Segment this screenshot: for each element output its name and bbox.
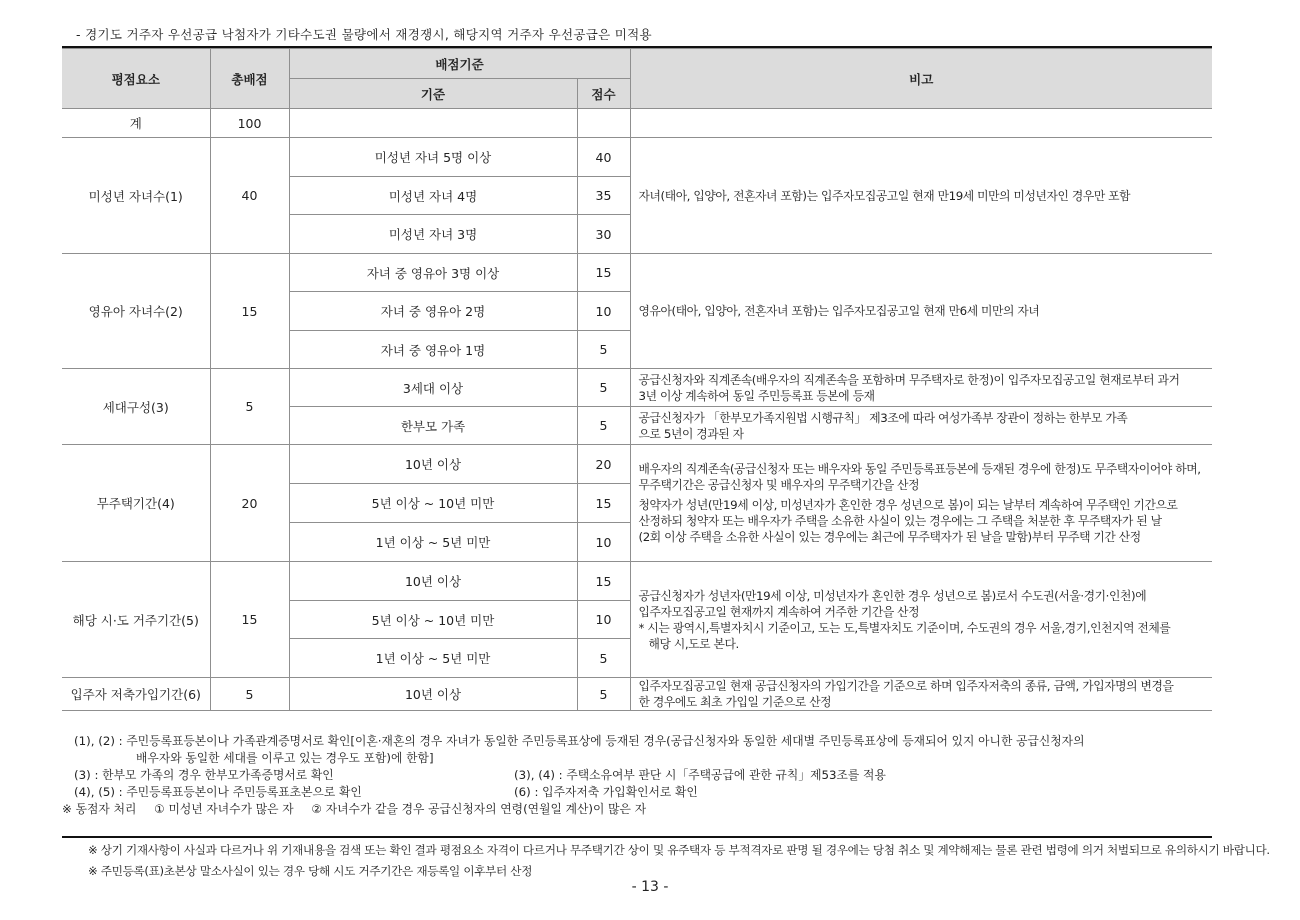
factor-cell: 입주자 저축가입기간(6) [62, 678, 210, 711]
score-cell: 30 [577, 215, 630, 254]
footnote-line: (6) : 입주자저축 가입확인서로 확인 [514, 785, 698, 799]
total-cell: 20 [210, 445, 289, 562]
remark-line: 한 경우에도 최초 가입일 기준으로 산정 [638, 695, 832, 709]
tie-break-item: ② 자녀수가 같을 경우 공급신청자의 연령(연월일 계산)이 많은 자 [311, 802, 647, 816]
footnote-line: 배우자와 동일한 세대를 이루고 있는 경우도 포함)에 한함] [136, 751, 434, 765]
intro-text: - 경기도 거주자 우선공급 낙첨자가 기타수도권 물량에서 재경쟁시, 해당지역 거주자 우선공급은 미적용 [76, 27, 652, 42]
remark-line: 공급신청자가 성년자(만19세 이상, 미성년자가 혼인한 경우 성년으로 봄)로서 수도권(서울·경기·인천)에 [638, 588, 1147, 603]
total-cell: 5 [210, 678, 289, 711]
footnote-row [62, 767, 1222, 784]
header-score: 점수 [577, 79, 630, 109]
remark-line: 무주택기간은 공급신청자 및 배우자의 무주택기간을 산정 [638, 478, 920, 492]
total-label: 계 [62, 109, 210, 138]
footnotes [62, 733, 1222, 818]
score-cell: 10 [577, 523, 630, 562]
remark-cell [630, 407, 1212, 445]
criteria-cell: 1년 이상 ~ 5년 미만 [289, 523, 577, 562]
criteria-cell: 10년 이상 [289, 445, 577, 484]
tie-break-label: ※ 동점자 처리 [62, 802, 137, 816]
footnote-line: (3), (4) : 주택소유여부 판단 시「주택공급에 관한 규칙」제53조를 적용 [514, 768, 886, 782]
criteria-cell: 자녀 중 영유아 3명 이상 [289, 254, 577, 292]
header-criteria: 기준 [289, 79, 577, 109]
score-cell: 5 [577, 639, 630, 678]
criteria-cell: 3세대 이상 [289, 369, 577, 407]
remark-line: * 시는 광역시,특별자치시 기준이고, 도는 도,특별자치도 기준이며, 수도권의 경우 서울,경기,인천지역 전체를 [638, 620, 1171, 635]
remark-cell: 영유아(태아, 입양아, 전혼자녀 포함)는 입주자모집공고일 현재 만6세 미만의 자녀 [630, 254, 1212, 369]
header-criteria-group: 배점기준 [289, 49, 630, 79]
criteria-cell: 10년 이상 [289, 562, 577, 601]
score-cell: 40 [577, 138, 630, 177]
remark-line: 입주자모집공고일 현재 공급신청자의 가입기간을 기준으로 하며 입주자저축의 종류, 금액, 가입자명의 변경을 [638, 679, 1174, 693]
total-cell: 40 [210, 138, 289, 254]
factor-cell: 영유아 자녀수(2) [62, 254, 210, 369]
score-cell: 5 [577, 331, 630, 369]
score-cell: 5 [577, 407, 630, 445]
criteria-cell: 미성년 자녀 3명 [289, 215, 577, 254]
remark-line: (2회 이상 주택을 소유한 사실이 있는 경우에는 최근에 무주택자가 된 날을 말함)부터 무주택 기간 산정 [638, 530, 1141, 544]
score-cell: 5 [577, 369, 630, 407]
total-cell: 5 [210, 369, 289, 445]
notice-line: ※ 주민등록(표)초본상 말소사실이 있는 경우 당해 시도 거주기간은 재등록일 이후부터 산정 [88, 864, 533, 878]
scoring-table [62, 48, 1212, 711]
remark-line: 해당 시,도로 본다. [648, 636, 739, 651]
header-factor: 평점요소 [62, 49, 210, 109]
score-cell: 10 [577, 601, 630, 639]
criteria-cell: 한부모 가족 [289, 407, 577, 445]
remark-line: 입주자모집공고일 현재까지 계속하여 거주한 기간을 산정 [638, 604, 920, 619]
table-row [62, 562, 1212, 601]
remark-cell [630, 369, 1212, 407]
notice-line: ※ 상기 기재사항이 사실과 다르거나 위 기재내용을 검색 또는 확인 결과 평점요소 자격이 다르거나 무주택기간 상이 및 유주택자 등 부적격자로 판명 될 경우에는 당첨 취소 및 계약해제는 물론 관련 법령에 의거 처벌되므로 유의하시기 바랍니다. [88, 843, 1270, 857]
table-row [62, 445, 1212, 484]
factor-cell: 미성년 자녀수(1) [62, 138, 210, 254]
criteria-cell: 미성년 자녀 5명 이상 [289, 138, 577, 177]
tie-break-item: ① 미성년 자녀수가 많은 자 [154, 802, 294, 816]
remark-line: 산정하되 청약자 또는 배우자가 주택을 소유한 사실이 있는 경우에는 그 주택을 처분한 후 무주택자가 된 날 [638, 514, 1162, 528]
remark-cell [630, 562, 1212, 678]
table-row [62, 369, 1212, 407]
bottom-rule [62, 836, 1212, 838]
table-row [62, 254, 1212, 292]
score-cell: 15 [577, 484, 630, 523]
remark-cell [630, 445, 1212, 562]
score-cell: 20 [577, 445, 630, 484]
criteria-cell: 1년 이상 ~ 5년 미만 [289, 639, 577, 678]
total-cell: 15 [210, 562, 289, 678]
page-number: - 13 - [631, 879, 669, 895]
remark-line: 청약자가 성년(만19세 이상, 미성년자가 혼인한 경우 성년으로 봄)이 되는 날부터 계속하여 무주택인 기간으로 [638, 498, 1178, 512]
criteria-cell: 미성년 자녀 4명 [289, 177, 577, 215]
footnote-line: (3) : 한부모 가족의 경우 한부모가족증명서로 확인 [74, 768, 334, 782]
tie-break-rule [62, 801, 1222, 818]
factor-cell: 해당 시·도 거주기간(5) [62, 562, 210, 678]
factor-cell: 세대구성(3) [62, 369, 210, 445]
remark-line: 공급신청자와 직계존속(배우자의 직계존속을 포함하며 무주택자로 한정)이 입주자모집공고일 현재로부터 과거 [638, 372, 1180, 387]
header-remarks: 비고 [630, 49, 1212, 109]
header-total: 총배점 [210, 49, 289, 109]
footnote-line: (4), (5) : 주민등록표등본이나 주민등록표초본으로 확인 [74, 785, 362, 799]
table-row [62, 138, 1212, 177]
criteria-cell: 자녀 중 영유아 1명 [289, 331, 577, 369]
footnote-row [62, 784, 1222, 801]
criteria-cell: 5년 이상 ~ 10년 미만 [289, 484, 577, 523]
header-row [62, 49, 1212, 79]
criteria-cell: 자녀 중 영유아 2명 [289, 292, 577, 331]
remark-cell: 자녀(태아, 입양아, 전혼자녀 포함)는 입주자모집공고일 현재 만19세 미만의 미성년자인 경우만 포함 [630, 138, 1212, 254]
factor-cell: 무주택기간(4) [62, 445, 210, 562]
criteria-cell: 5년 이상 ~ 10년 미만 [289, 601, 577, 639]
footnote-line: (1), (2) : 주민등록표등본이나 가족관계증명서로 확인[이혼·재혼의 경우 자녀가 동일한 주민등록표상에 등재된 경우(공급신청자와 동일한 세대별 주민등록표상에 등재되어 있지 아니한 공급신청자의 [74, 734, 1085, 748]
total-row [62, 109, 1212, 138]
remark-line: 공급신청자가 「한부모가족지원법 시행규칙」 제3조에 따라 여성가족부 장관이 정하는 한부모 가족 [638, 410, 1128, 425]
table-row [62, 678, 1212, 711]
total-cell: 15 [210, 254, 289, 369]
score-cell: 10 [577, 292, 630, 331]
score-cell: 15 [577, 562, 630, 601]
remark-cell [630, 678, 1212, 711]
remark-line: 으로 5년이 경과된 자 [638, 426, 744, 441]
score-cell: 15 [577, 254, 630, 292]
score-cell: 5 [577, 678, 630, 711]
score-cell: 35 [577, 177, 630, 215]
total-value: 100 [210, 109, 289, 138]
remark-line: 배우자의 직계존속(공급신청자 또는 배우자와 동일 주민등록표등본에 등재된 경우에 한정)도 무주택자이어야 하며, [638, 462, 1201, 476]
remark-line: 3년 이상 계속하여 동일 주민등록표 등본에 등재 [638, 388, 875, 403]
criteria-cell: 10년 이상 [289, 678, 577, 711]
